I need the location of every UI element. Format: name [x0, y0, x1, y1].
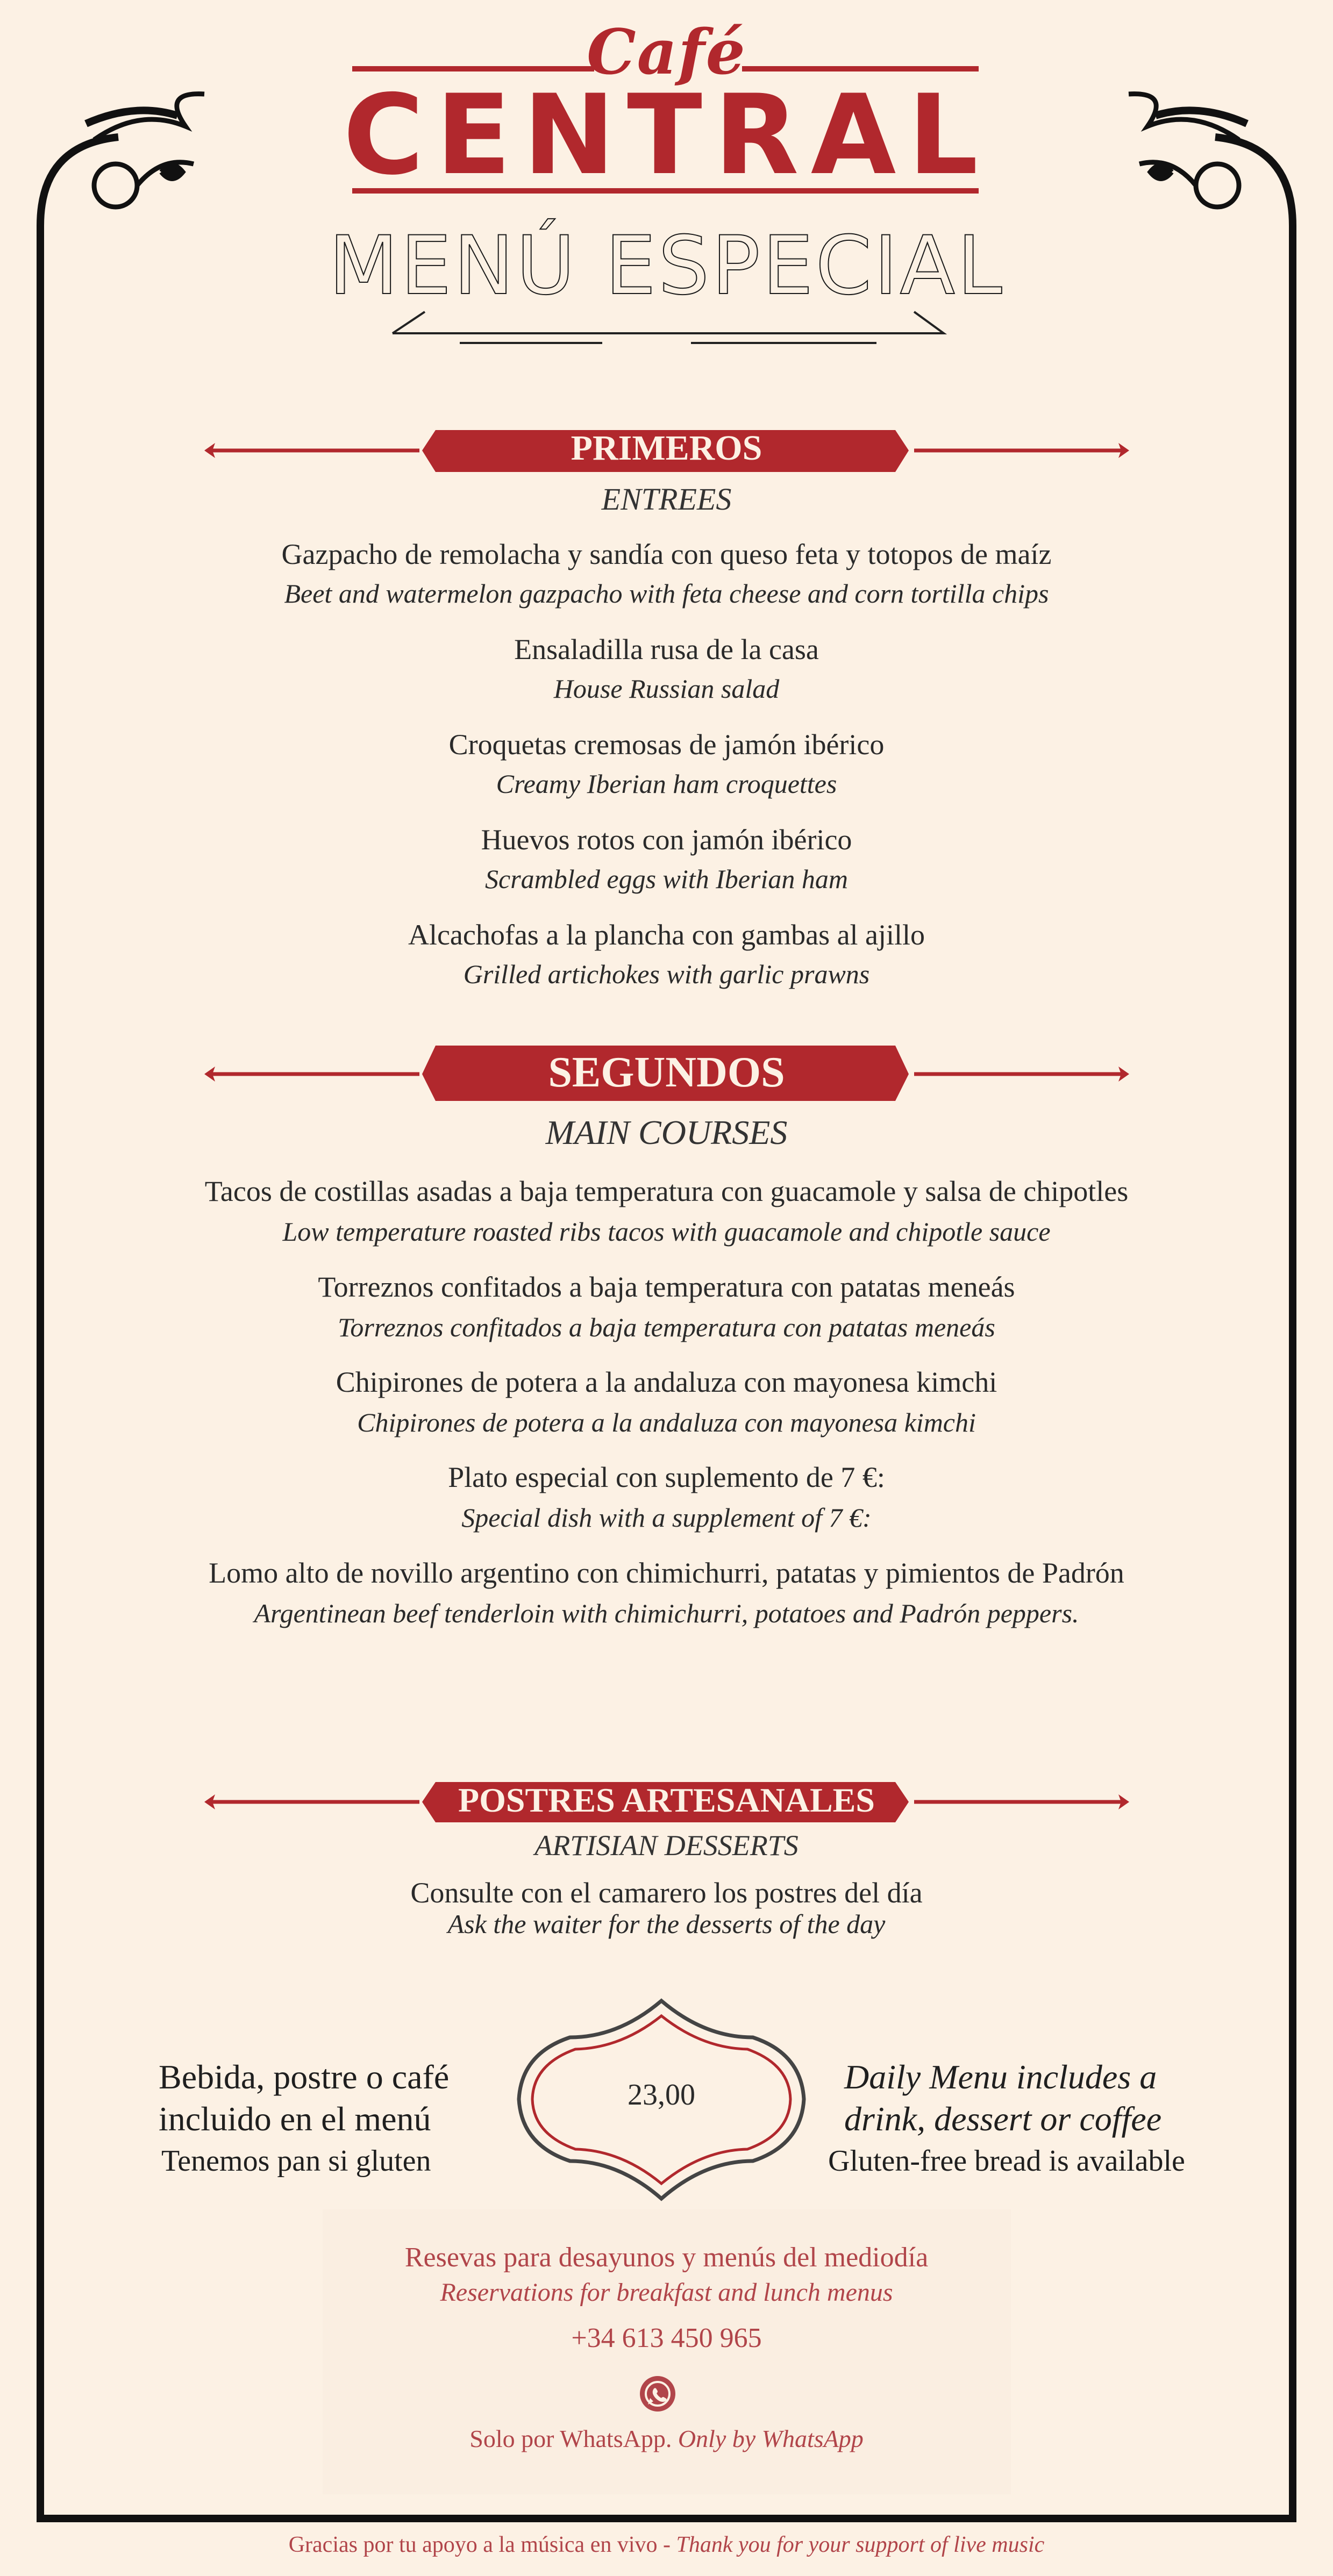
- whatsapp-note-en: Only by WhatsApp: [678, 2425, 864, 2452]
- dish-en: Creamy Iberian ham croquettes: [496, 769, 837, 799]
- cafe-script-label: Café: [587, 16, 746, 89]
- included-line-1: Bebida, postre o café: [159, 2058, 450, 2096]
- brand-logo: CENTRAL: [343, 71, 990, 199]
- primeros-subtitle: ENTREES: [601, 482, 732, 517]
- menu-title: MENÚ ESPECIAL: [329, 219, 1004, 313]
- whatsapp-icon[interactable]: [637, 2373, 678, 2414]
- segundos-title: SEGUNDOS: [548, 1049, 785, 1096]
- dish-en: Special dish with a supplement of 7 €:: [461, 1502, 872, 1533]
- dish-en: Low temperature roasted ribs tacos with guacamole and chipotle sauce: [282, 1217, 1051, 1247]
- dish-es: Tacos de costillas asadas a baja temperatura con guacamole y salsa de chipotles: [204, 1175, 1129, 1207]
- reservations-en: Reservations for breakfast and lunch menus: [440, 2278, 893, 2307]
- includes-line-1: Daily Menu includes a: [844, 2058, 1157, 2096]
- dish-es: Plato especial con suplemento de 7 €:: [448, 1461, 885, 1493]
- postres-line-en: Ask the waiter for the desserts of the day: [447, 1909, 886, 1939]
- dish-en: Torreznos confitados a baja temperatura con patatas meneás: [338, 1312, 995, 1342]
- includes-line-2: drink, dessert or coffee: [844, 2100, 1162, 2138]
- dish-es: Croquetas cremosas de jamón ibérico: [448, 728, 885, 761]
- whatsapp-note: [0, 2424, 1333, 2453]
- dish-en: House Russian salad: [553, 674, 780, 704]
- whatsapp-note-es: Solo por WhatsApp.: [469, 2425, 672, 2452]
- dish-en: Beet and watermelon gazpacho with feta cheese and corn tortilla chips: [284, 578, 1049, 609]
- gluten-free-es: Tenemos pan si gluten: [161, 2144, 431, 2178]
- footer-thanks-es: Gracias por tu apoyo a la música en vivo -: [288, 2532, 671, 2557]
- segundos-subtitle: MAIN COURSES: [545, 1113, 788, 1151]
- dish-es: Ensaladilla rusa de la casa: [514, 633, 819, 666]
- dish-en: Scrambled eggs with Iberian ham: [485, 864, 848, 894]
- postres-title: POSTRES ARTESANALES: [458, 1781, 875, 1819]
- dish-es: Lomo alto de novillo argentino con chimichurri, patatas y pimientos de Padrón: [209, 1557, 1124, 1589]
- postres-subtitle: ARTISIAN DESSERTS: [534, 1829, 799, 1862]
- dish-en: Grilled artichokes with garlic prawns: [463, 959, 870, 989]
- reservations-es: Resevas para desayunos y menús del mediodía: [404, 2242, 929, 2273]
- dish-es: Alcachofas a la plancha con gambas al ajillo: [408, 919, 925, 951]
- primeros-title: PRIMEROS: [571, 428, 762, 468]
- gluten-free-en: Gluten-free bread is available: [828, 2144, 1185, 2178]
- phone-number[interactable]: +34 613 450 965: [571, 2323, 762, 2353]
- dish-en: Chipirones de potera a la andaluza con mayonesa kimchi: [357, 1407, 976, 1437]
- dish-en: Argentinean beef tenderloin with chimichurri, potatoes and Padrón peppers.: [254, 1598, 1079, 1628]
- footer-thanks: [0, 2532, 1333, 2558]
- footer-thanks-en: Thank you for your support of live music: [676, 2532, 1045, 2557]
- dish-es: Torreznos confitados a baja temperatura con patatas meneás: [318, 1271, 1015, 1303]
- dish-es: Huevos rotos con jamón ibérico: [481, 824, 852, 856]
- menu-price: 23,00: [628, 2078, 695, 2112]
- included-line-2: incluido en el menú: [159, 2100, 431, 2138]
- dish-es: Chipirones de potera a la andaluza con mayonesa kimchi: [336, 1366, 997, 1398]
- postres-line-es: Consulte con el camarero los postres del día: [410, 1877, 923, 1909]
- dish-es: Gazpacho de remolacha y sandía con queso feta y totopos de maíz: [281, 538, 1052, 570]
